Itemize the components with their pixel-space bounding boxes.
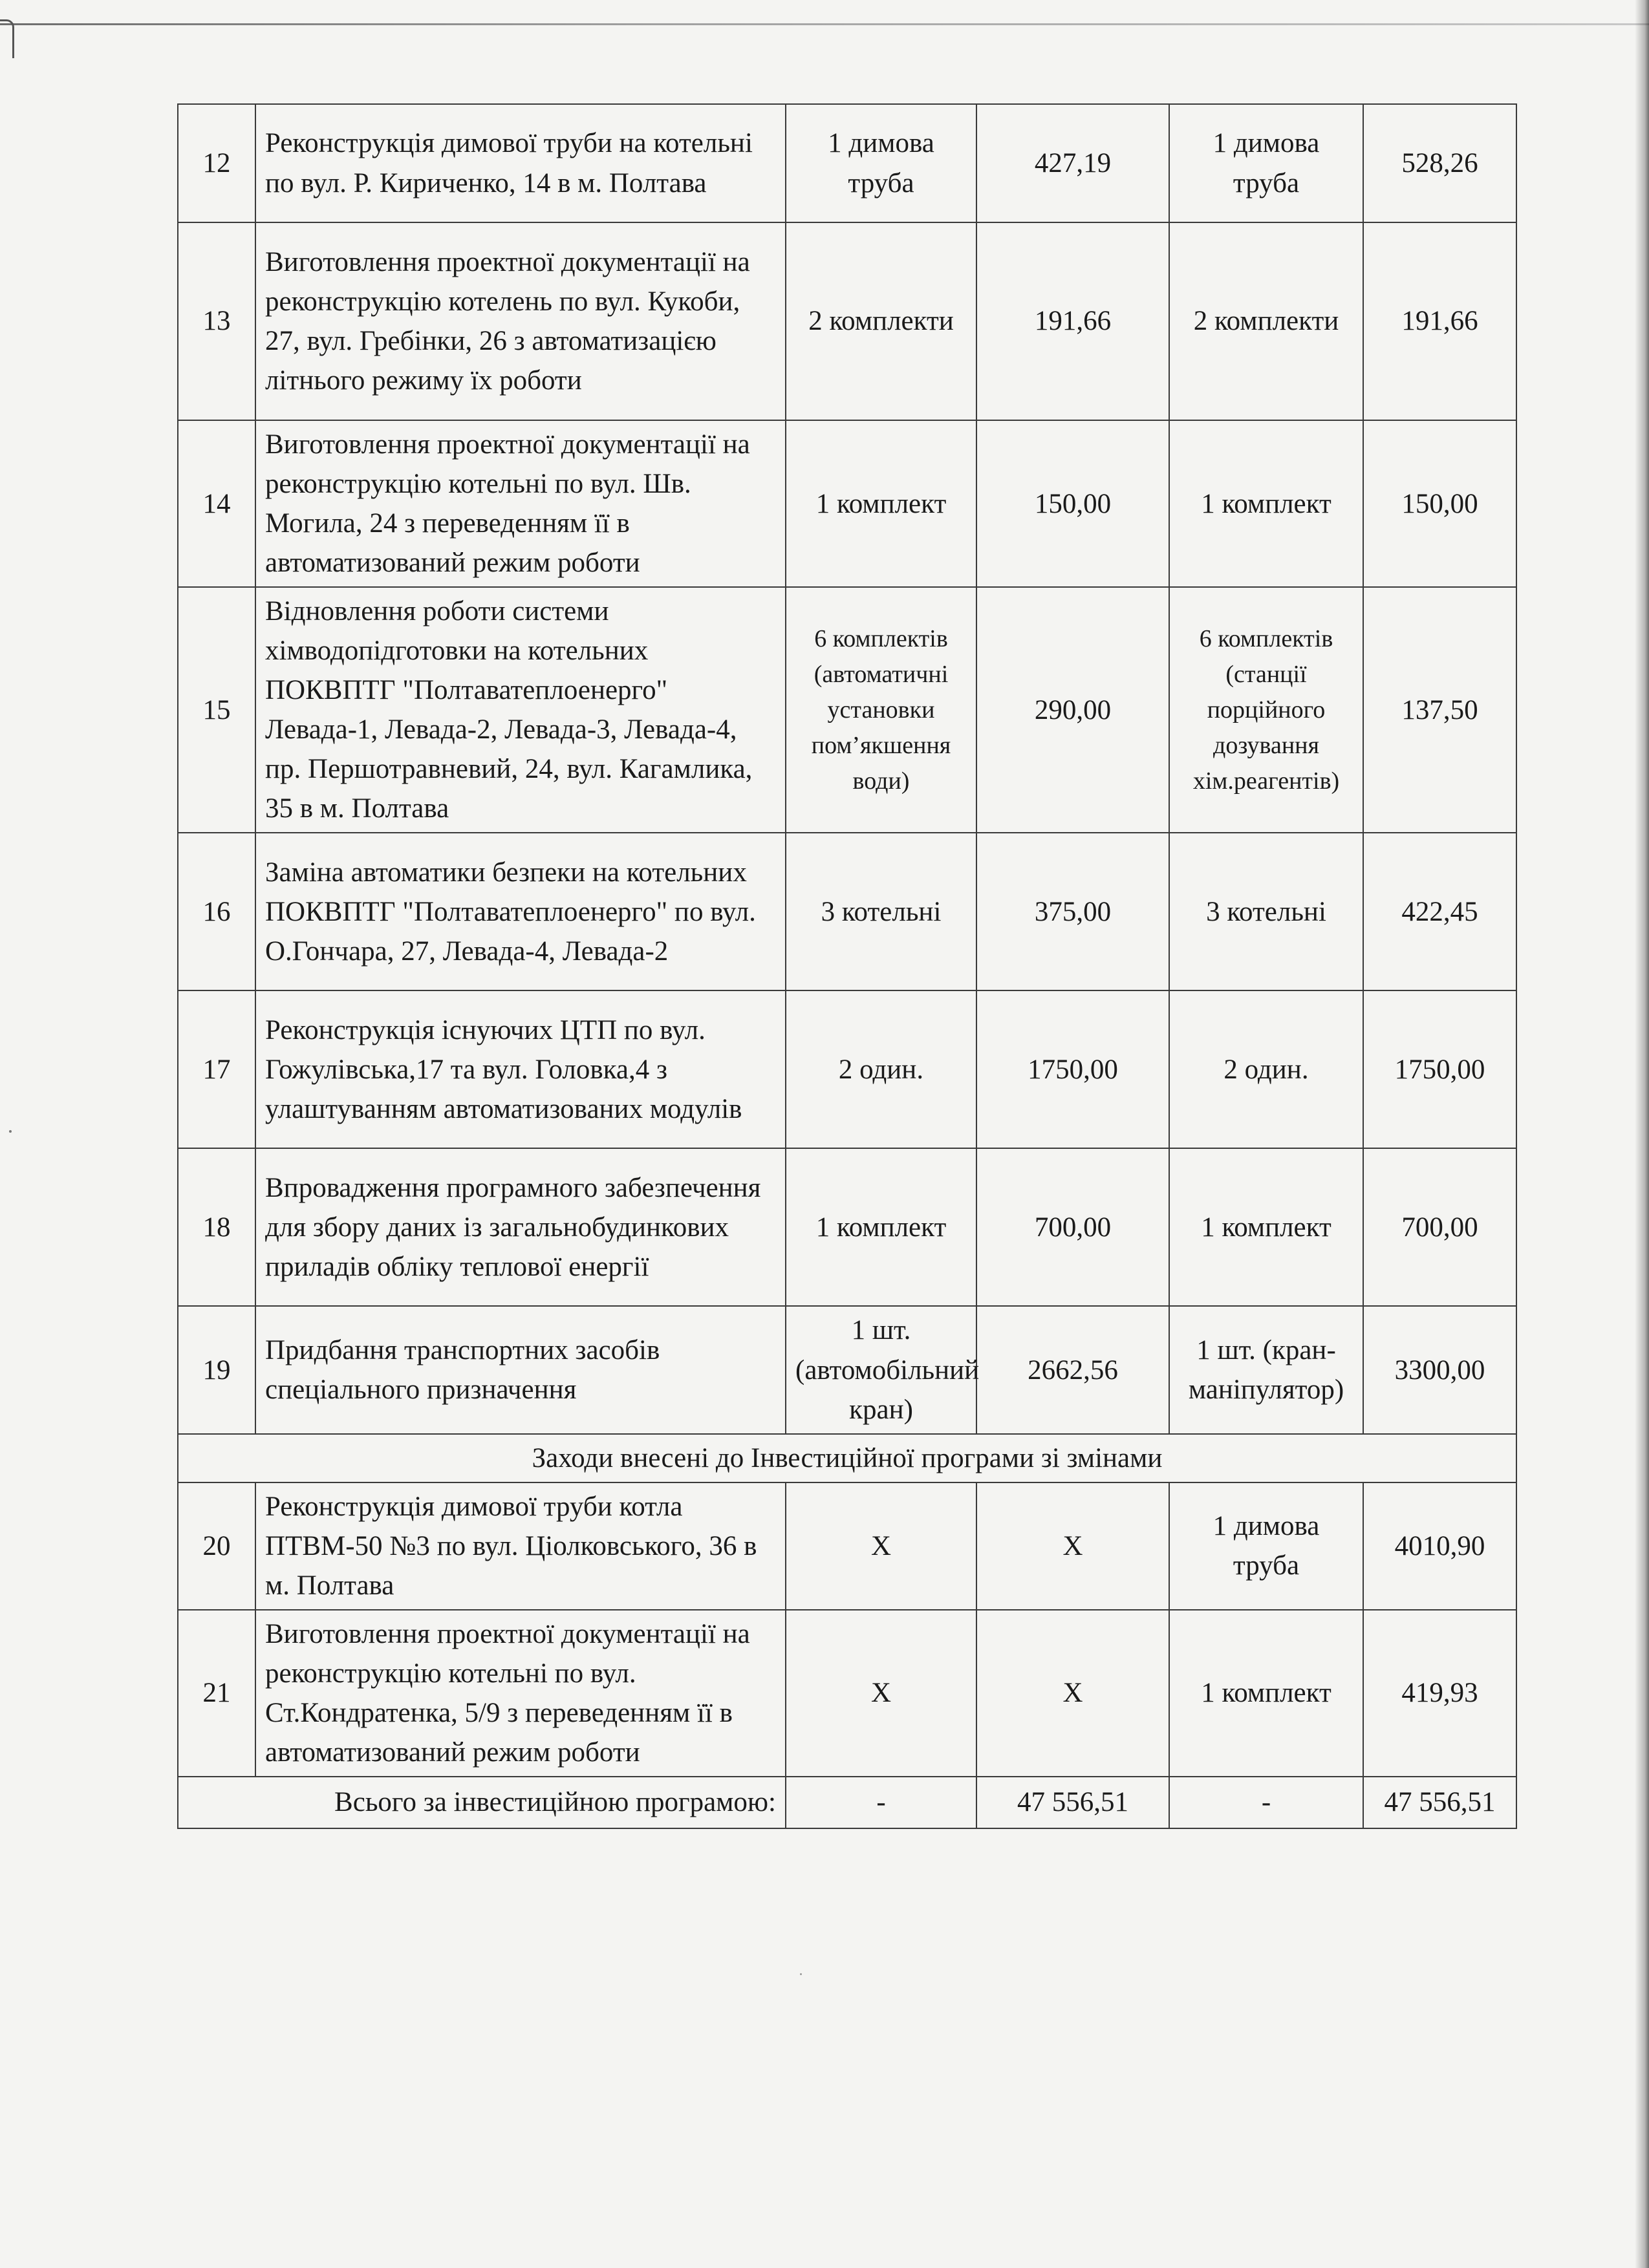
changed-value: 3300,00 bbox=[1363, 1306, 1516, 1433]
changed-value: 700,00 bbox=[1363, 1148, 1516, 1306]
row-number: 20 bbox=[178, 1482, 255, 1610]
planned-unit: 2 комплекти bbox=[786, 222, 976, 420]
changed-unit: 1 комплект bbox=[1169, 1610, 1363, 1777]
investment-program-table bbox=[177, 103, 1517, 1829]
measure-name: Реконструкція димової труби котла ПТВМ-50 №3 по вул. Ціолковського, 36 в м. Полтава bbox=[255, 1482, 786, 1610]
planned-value: 375,00 bbox=[976, 833, 1169, 990]
planned-unit: 1 шт. (автомобільний кран) bbox=[786, 1306, 976, 1433]
changed-unit: 2 комплекти bbox=[1169, 222, 1363, 420]
planned-value: 1750,00 bbox=[976, 990, 1169, 1148]
scan-speck bbox=[800, 1973, 802, 1975]
table-row bbox=[178, 1482, 1516, 1610]
changed-value: 422,45 bbox=[1363, 833, 1516, 990]
section-row bbox=[178, 1434, 1516, 1482]
total-label: Всього за інвестиційною програмою: bbox=[178, 1777, 786, 1828]
row-number: 19 bbox=[178, 1306, 255, 1433]
planned-value: 150,00 bbox=[976, 420, 1169, 587]
measure-name: Виготовлення проектної документації на реконструкцію котелень по вул. Кукоби, 27, вул. Гребінки, 26 з автоматизацією літнього режиму їх роботи bbox=[255, 222, 786, 420]
scan-speck bbox=[9, 1130, 12, 1133]
changed-unit: 6 комплектів (станції порційного дозування хім.реагентів) bbox=[1169, 587, 1363, 833]
changed-value: 4010,90 bbox=[1363, 1482, 1516, 1610]
planned-value: 700,00 bbox=[976, 1148, 1169, 1306]
changed-value: 528,26 bbox=[1363, 104, 1516, 222]
row-number: 16 bbox=[178, 833, 255, 990]
total-planned-unit: - bbox=[786, 1777, 976, 1828]
table-row bbox=[178, 833, 1516, 990]
measure-name: Реконструкція димової труби на котельні по вул. Р. Кириченко, 14 в м. Полтава bbox=[255, 104, 786, 222]
row-number: 14 bbox=[178, 420, 255, 587]
changed-value: 150,00 bbox=[1363, 420, 1516, 587]
planned-unit: 1 димова труба bbox=[786, 104, 976, 222]
page-edge-shadow bbox=[1635, 0, 1649, 2268]
planned-value: Х bbox=[976, 1610, 1169, 1777]
changed-unit: 1 димова труба bbox=[1169, 104, 1363, 222]
planned-value: 191,66 bbox=[976, 222, 1169, 420]
row-number: 12 bbox=[178, 104, 255, 222]
planned-value: 2662,56 bbox=[976, 1306, 1169, 1433]
total-planned-value: 47 556,51 bbox=[976, 1777, 1169, 1828]
measure-name: Заміна автоматики безпеки на котельних ПОКВПТГ "Полтаватеплоенерго" по вул. О.Гончара, 27, Левада-4, Левада-2 bbox=[255, 833, 786, 990]
total-row bbox=[178, 1777, 1516, 1828]
planned-value: 427,19 bbox=[976, 104, 1169, 222]
page-corner-mark bbox=[0, 19, 14, 58]
changed-value: 1750,00 bbox=[1363, 990, 1516, 1148]
changed-value: 191,66 bbox=[1363, 222, 1516, 420]
changed-unit: 1 димова труба bbox=[1169, 1482, 1363, 1610]
measure-name: Впровадження програмного забезпечення для збору даних із загальнобудинкових приладів обліку теплової енергії bbox=[255, 1148, 786, 1306]
table-row bbox=[178, 1306, 1516, 1433]
planned-unit: 6 комплектів (автоматичні установки пом’якшення води) bbox=[786, 587, 976, 833]
planned-value: Х bbox=[976, 1482, 1169, 1610]
measure-name: Реконструкція існуючих ЦТП по вул. Гожулівська,17 та вул. Головка,4 з улаштуванням автоматизованих модулів bbox=[255, 990, 786, 1148]
planned-unit: Х bbox=[786, 1610, 976, 1777]
table-row bbox=[178, 990, 1516, 1148]
planned-unit: 2 один. bbox=[786, 990, 976, 1148]
row-number: 17 bbox=[178, 990, 255, 1148]
row-number: 21 bbox=[178, 1610, 255, 1777]
section-title: Заходи внесені до Інвестиційної програми зі змінами bbox=[178, 1434, 1516, 1482]
row-number: 15 bbox=[178, 587, 255, 833]
planned-unit: 3 котельні bbox=[786, 833, 976, 990]
table-row bbox=[178, 1148, 1516, 1306]
measure-name: Виготовлення проектної документації на реконструкцію котельні по вул. Ст.Кондратенка, 5/9 з переведенням її в автоматизований режим роботи bbox=[255, 1610, 786, 1777]
table-row bbox=[178, 104, 1516, 222]
total-changed-unit: - bbox=[1169, 1777, 1363, 1828]
row-number: 13 bbox=[178, 222, 255, 420]
measure-name: Придбання транспортних засобів спеціального призначення bbox=[255, 1306, 786, 1433]
planned-unit: Х bbox=[786, 1482, 976, 1610]
changed-unit: 1 комплект bbox=[1169, 1148, 1363, 1306]
measure-name: Виготовлення проектної документації на реконструкцію котельні по вул. Шв. Могила, 24 з переведенням її в автоматизований режим роботи bbox=[255, 420, 786, 587]
page-edge-top bbox=[0, 23, 1649, 25]
table-row bbox=[178, 587, 1516, 833]
table-row bbox=[178, 222, 1516, 420]
changed-unit: 1 комплект bbox=[1169, 420, 1363, 587]
measure-name: Відновлення роботи системи хімводопідготовки на котельних ПОКВПТГ "Полтаватеплоенерго" Левада-1, Левада-2, Левада-3, Левада-4, пр. Першотравневий, 24, вул. Кагамлика, 35 в м. Полтава bbox=[255, 587, 786, 833]
planned-unit: 1 комплект bbox=[786, 420, 976, 587]
table-row bbox=[178, 420, 1516, 587]
table-row bbox=[178, 1610, 1516, 1777]
changed-unit: 3 котельні bbox=[1169, 833, 1363, 990]
planned-value: 290,00 bbox=[976, 587, 1169, 833]
changed-unit: 1 шт. (кран-маніпулятор) bbox=[1169, 1306, 1363, 1433]
changed-value: 137,50 bbox=[1363, 587, 1516, 833]
total-changed-value: 47 556,51 bbox=[1363, 1777, 1516, 1828]
row-number: 18 bbox=[178, 1148, 255, 1306]
changed-value: 419,93 bbox=[1363, 1610, 1516, 1777]
changed-unit: 2 один. bbox=[1169, 990, 1363, 1148]
planned-unit: 1 комплект bbox=[786, 1148, 976, 1306]
